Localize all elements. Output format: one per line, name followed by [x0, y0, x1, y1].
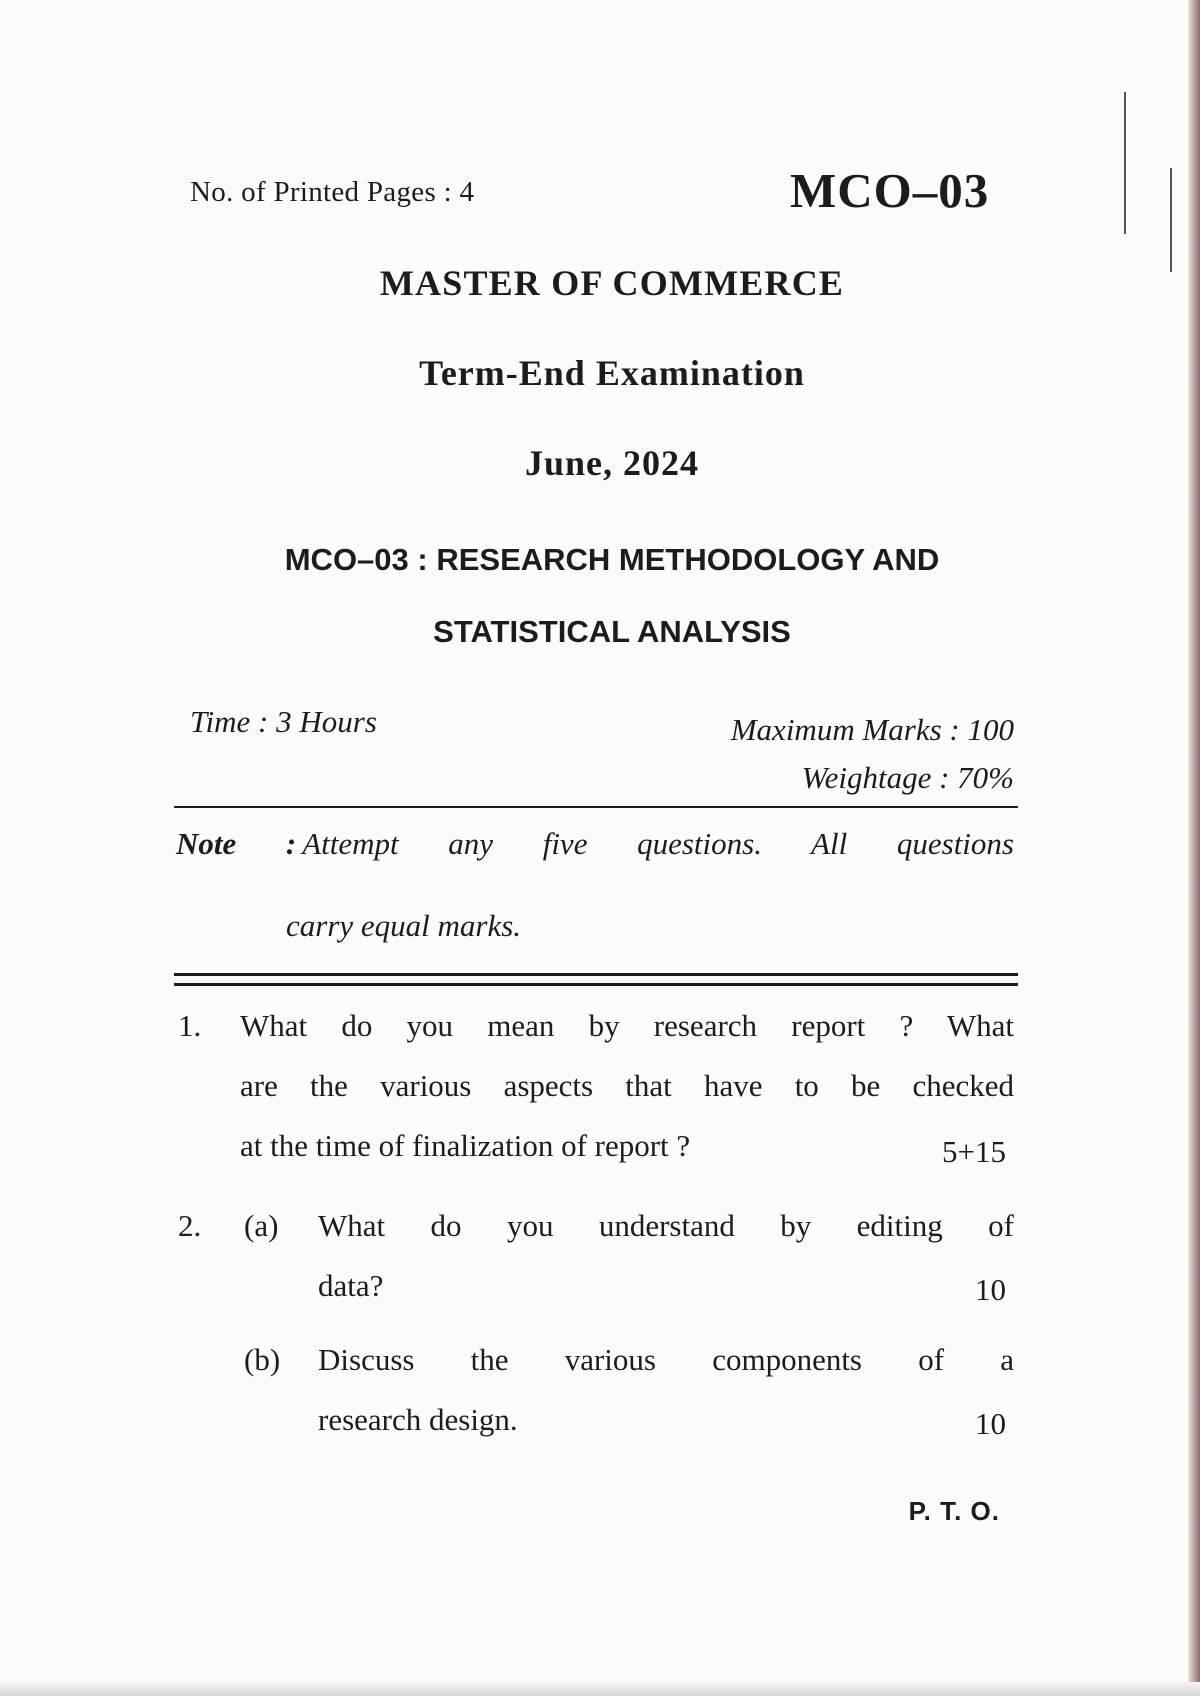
- programme-title: MASTER OF COMMERCE: [379, 263, 845, 303]
- please-turn-over: P. T. O.: [908, 1496, 1000, 1526]
- question-2a-line-2: data?: [318, 1268, 384, 1303]
- divider-top: [174, 806, 1018, 808]
- scan-edge-shadow: [1188, 0, 1200, 1696]
- divider-double-lower: [174, 983, 1018, 986]
- note-line-1: [176, 826, 1014, 862]
- question-2a-label: (a): [244, 1208, 279, 1243]
- printed-pages-count: No. of Printed Pages : 4: [190, 176, 475, 208]
- exam-date: June, 2024: [524, 443, 700, 483]
- scan-mark: [1124, 92, 1126, 234]
- note-line-2: carry equal marks.: [286, 908, 522, 943]
- question-1-marks: 5+15: [942, 1134, 1006, 1169]
- exam-type: Term-End Examination: [419, 353, 805, 393]
- weightage: Weightage : 70%: [801, 760, 1014, 795]
- course-title-line-1: MCO–03 : RESEARCH METHODOLOGY AND: [284, 542, 940, 577]
- question-1-line-1: What do you mean by research report ? What: [240, 1008, 1014, 1043]
- question-2b-label: (b): [244, 1342, 281, 1377]
- paper-code: MCO–03: [790, 163, 990, 218]
- question-2a-line-1: What do you understand by editing of: [318, 1208, 1014, 1243]
- exam-duration: Time : 3 Hours: [190, 704, 377, 739]
- note-label: Note :: [176, 826, 297, 861]
- note-text: Attempt any five questions. All questions: [302, 826, 1014, 861]
- divider-double-upper: [174, 973, 1018, 976]
- question-1-number: 1.: [178, 1008, 202, 1043]
- question-2b-marks: 10: [975, 1406, 1006, 1441]
- question-2b-line-1: Discuss the various components of a: [318, 1342, 1014, 1377]
- maximum-marks: Maximum Marks : 100: [730, 712, 1014, 747]
- question-2a-marks: 10: [975, 1272, 1006, 1307]
- question-1-line-3: at the time of finalization of report ?: [240, 1128, 691, 1163]
- scan-mark: [1170, 168, 1172, 272]
- course-title-line-2: STATISTICAL ANALYSIS: [433, 614, 791, 649]
- question-2-number: 2.: [178, 1208, 202, 1243]
- scan-bottom-shadow: [0, 1682, 1200, 1696]
- question-2b-line-2: research design.: [318, 1402, 518, 1437]
- question-1-line-2: are the various aspects that have to be checked: [240, 1068, 1014, 1103]
